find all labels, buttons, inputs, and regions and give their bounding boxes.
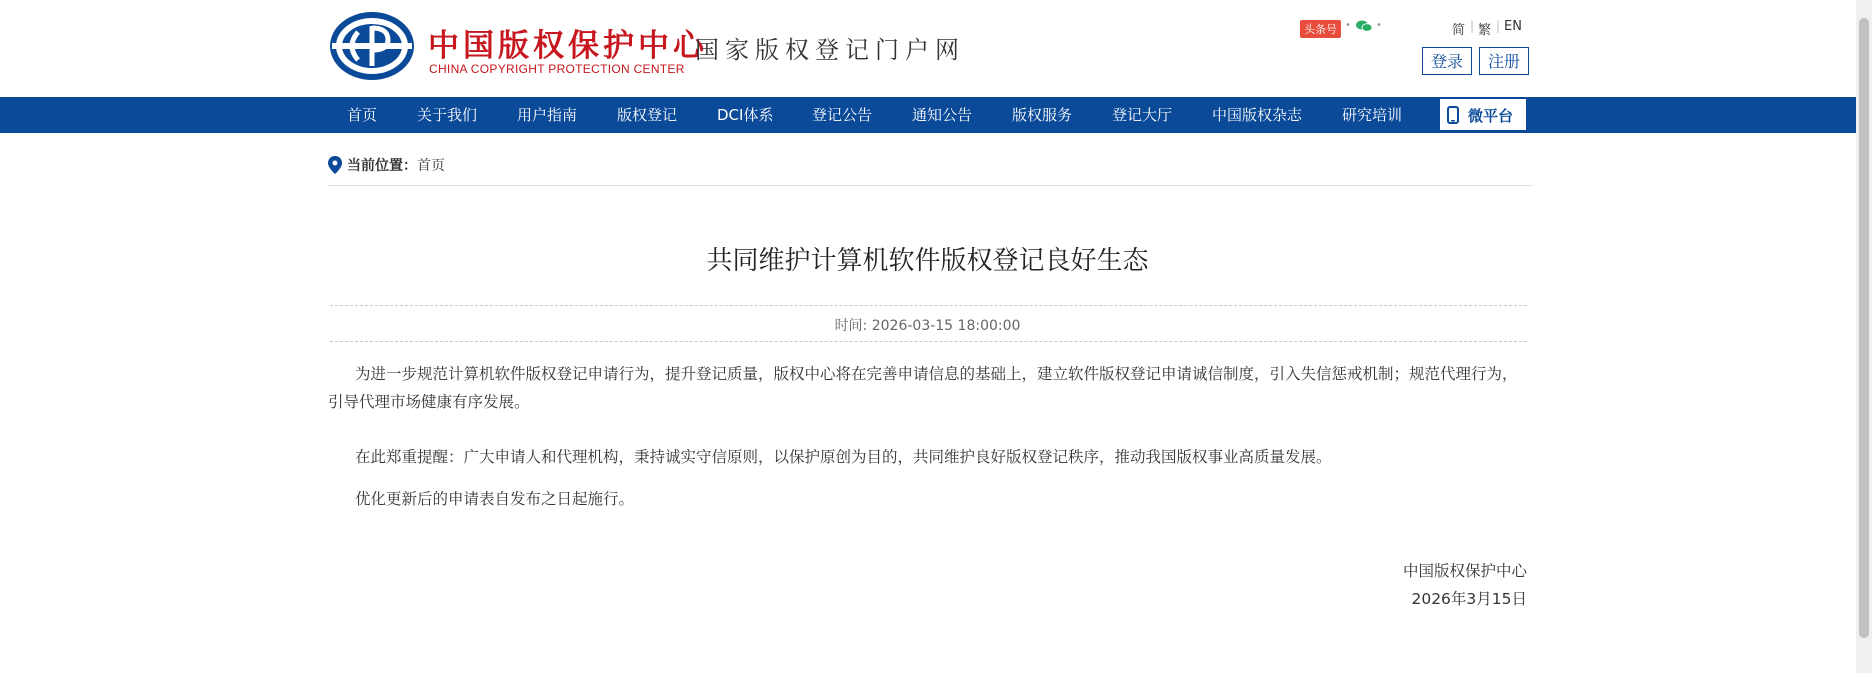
article-time: 时间: 2026-03-15 18:00:00 xyxy=(834,318,1021,334)
nav-item-services[interactable]: 版权服务 xyxy=(1012,106,1073,124)
lang-english[interactable]: EN xyxy=(1504,19,1522,34)
divider xyxy=(328,185,1533,186)
login-button[interactable]: 登录 xyxy=(1422,47,1472,75)
nav-item-about[interactable]: 关于我们 xyxy=(417,106,478,124)
article-title: 共同维护计算机软件版权登记良好生态 xyxy=(706,246,1149,276)
wechat-icon[interactable] xyxy=(1356,20,1372,32)
micro-platform-label: 微平台 xyxy=(1468,107,1514,125)
location-pin-icon xyxy=(328,156,342,174)
scrollbar-thumb[interactable] xyxy=(1859,18,1869,638)
site-slogan: 国家版权登记门户网 xyxy=(695,36,965,64)
separator-dot: • xyxy=(1345,20,1351,31)
signature-org: 中国版权保护中心 xyxy=(1402,562,1527,580)
separator-dot: • xyxy=(1376,20,1382,31)
phone-icon xyxy=(1447,106,1459,124)
logo-english-text[interactable]: CHINA COPYRIGHT PROTECTION CENTER xyxy=(429,62,685,76)
divider xyxy=(330,341,1527,342)
lang-separator: | xyxy=(1470,19,1475,33)
breadcrumb-home-link[interactable]: 首页 xyxy=(417,158,445,174)
divider xyxy=(330,305,1527,306)
nav-item-notices[interactable]: 通知公告 xyxy=(912,106,973,124)
page-scrollbar[interactable] xyxy=(1856,0,1872,673)
cpc-logo-icon[interactable] xyxy=(328,10,416,82)
nav-item-registration[interactable]: 版权登记 xyxy=(617,106,678,124)
nav-item-home[interactable]: 首页 xyxy=(347,106,378,124)
signature-date: 2026年3月15日 xyxy=(1411,590,1527,608)
main-nav xyxy=(0,97,1856,133)
nav-item-user-guide[interactable]: 用户指南 xyxy=(517,106,578,124)
micro-platform-button[interactable] xyxy=(1439,98,1527,131)
toutiao-link[interactable]: 头条号 xyxy=(1300,20,1341,38)
nav-item-magazine[interactable]: 中国版权杂志 xyxy=(1212,106,1303,124)
article-paragraph: 为进一步规范计算机软件版权登记申请行为，提升登记质量，版权中心将在完善申请信息的基础上，建立软件版权登记申请诚信制度，引入失信惩戒机制；规范代理行为，引导代理市场健康有序发展。 xyxy=(328,365,1518,411)
nav-item-registration-notice[interactable]: 登记公告 xyxy=(812,106,873,124)
breadcrumb xyxy=(328,155,445,175)
lang-traditional[interactable]: 繁 xyxy=(1478,23,1492,38)
article-paragraph: 在此郑重提醒：广大申请人和代理机构，秉持诚实守信原则，以保护原创为目的，共同维护良好版权登记秩序，推动我国版权事业高质量发展。 xyxy=(355,448,1332,466)
nav-item-hall[interactable]: 登记大厅 xyxy=(1112,106,1173,124)
nav-item-dci[interactable]: DCI体系 xyxy=(717,106,774,124)
lang-separator: | xyxy=(1496,19,1501,33)
lang-simplified[interactable]: 简 xyxy=(1452,23,1466,38)
nav-item-training[interactable]: 研究培训 xyxy=(1342,106,1403,124)
article-paragraph: 优化更新后的申请表自发布之日起施行。 xyxy=(355,490,635,508)
logo-chinese-text[interactable]: 中国版权保护中心 xyxy=(428,28,708,64)
breadcrumb-label: 当前位置： xyxy=(347,158,417,174)
register-button[interactable]: 注册 xyxy=(1479,47,1529,75)
